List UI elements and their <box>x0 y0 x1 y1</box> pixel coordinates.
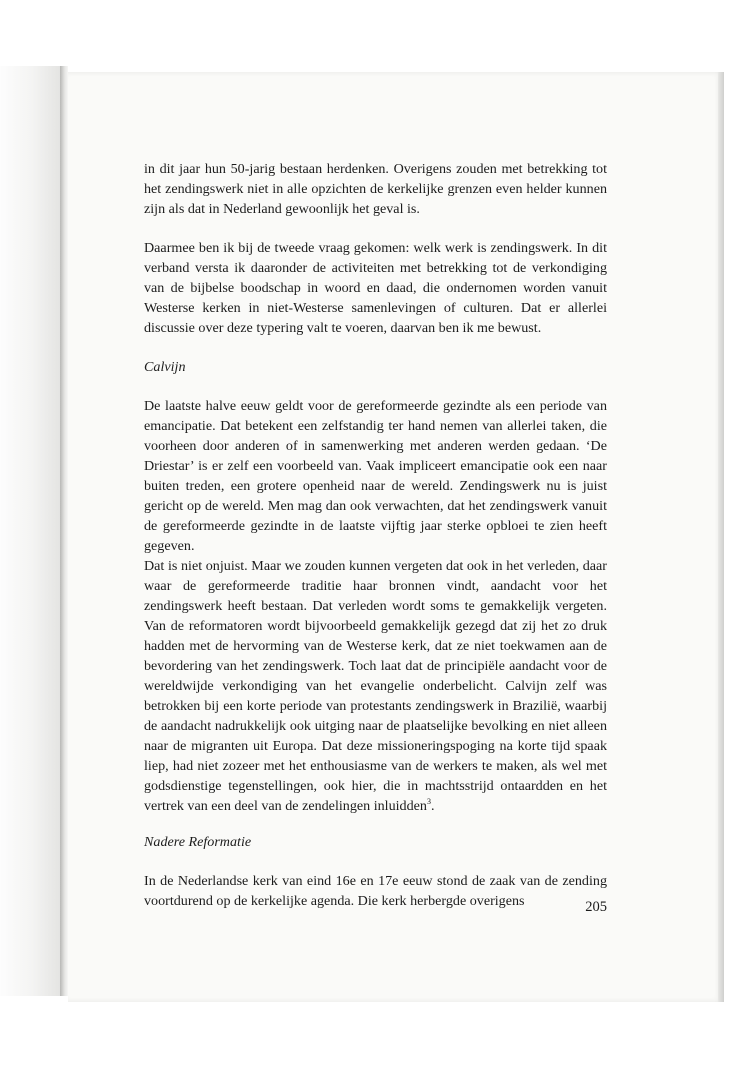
paragraph-3: De laatste halve eeuw geldt voor de gereformeerde gezindte als een periode van emancipatie. Dat betekent een zelfstandig ter hand nemen van allerlei taken, die voorheen door anderen of in samenwerking met anderen werden gedaan. ‘De Driestar’ is er zelf een voorbeeld van. Vaak impliceert emancipatie ook een naar buiten treden, een grotere openheid naar de wereld. Zendingswerk nu is juist gericht op de wereld. Men mag dan ook verwachten, dat het zendingswerk vanuit de gereformeerde gezindte in de laatste vijftig jaar sterke opbloei te zien heeft gegeven. <box>144 398 607 554</box>
section-heading-calvijn: Calvijn <box>144 359 186 375</box>
paragraph-5: In de Nederlandse kerk van eind 16e en 17e eeuw stond de zaak van de zending voortdurend op de kerkelijke agenda. Die kerk herbergde overigens <box>144 873 607 909</box>
left-page-edge <box>0 66 64 996</box>
paragraph-4 <box>144 556 607 816</box>
page-number: 205 <box>585 899 607 915</box>
paragraph-4-end: . <box>430 798 435 814</box>
section-heading-nadere-reformatie: Nadere Reformatie <box>144 834 252 850</box>
paragraph-1: in dit jaar hun 50-jarig bestaan herdenken. Overigens zouden met betrekking tot het zendingswerk niet in alle opzichten de kerkelijke grenzen even helder kunnen zijn als dat in Nederland gewoonlijk het geval is. <box>144 161 607 217</box>
page-right-edge <box>718 72 724 1002</box>
paragraph-2: Daarmee ben ik bij de tweede vraag gekomen: welk werk is zendingswerk. In dit verband versta ik daaronder de activiteiten met betrekking tot de verkondiging van de bijbelse boodschap in woord en daad, die ondernomen worden vanuit Westerse kerken in niet-Westerse samenlevingen of culturen. Dat er allerlei discussie over deze typering valt te voeren, daarvan ben ik me bewust. <box>144 240 607 336</box>
book-gutter <box>60 66 68 996</box>
body-text <box>144 159 607 911</box>
footnote-reference: 3 <box>426 797 431 806</box>
paragraph-4-text: Dat is niet onjuist. Maar we zouden kunnen vergeten dat ook in het verleden, daar waar de gereformeerde traditie haar bronnen vindt, aandacht voor het zendingswerk heeft bestaan. Dat verleden wordt soms te gemakkelijk vergeten. Van de reformatoren wordt bijvoorbeeld gemakkelijk gezegd dat zij het zo druk hadden met de hervorming van de Westerse kerk, dat ze niet toekwamen aan de bevordering van het zendingswerk. Toch laat dat de principiële aandacht voor de wereldwijde verkondiging van het evangelie onderbelicht. Calvijn zelf was betrokken bij een korte periode van protestants zendingswerk in Brazilië, waarbij de aandacht nadrukkelijk ook uitging naar de plaatselijke bevolking en niet alleen naar de migranten uit Europa. Dat deze missioneringspoging na korte tijd spaak liep, had niet zozeer met het enthousiasme van de werkers te maken, als wel met godsdienstige tegenstellingen, ook hier, die in machtsstrijd ontaardden en het vertrek van een deel van de zendelingen inluidden <box>144 558 607 814</box>
